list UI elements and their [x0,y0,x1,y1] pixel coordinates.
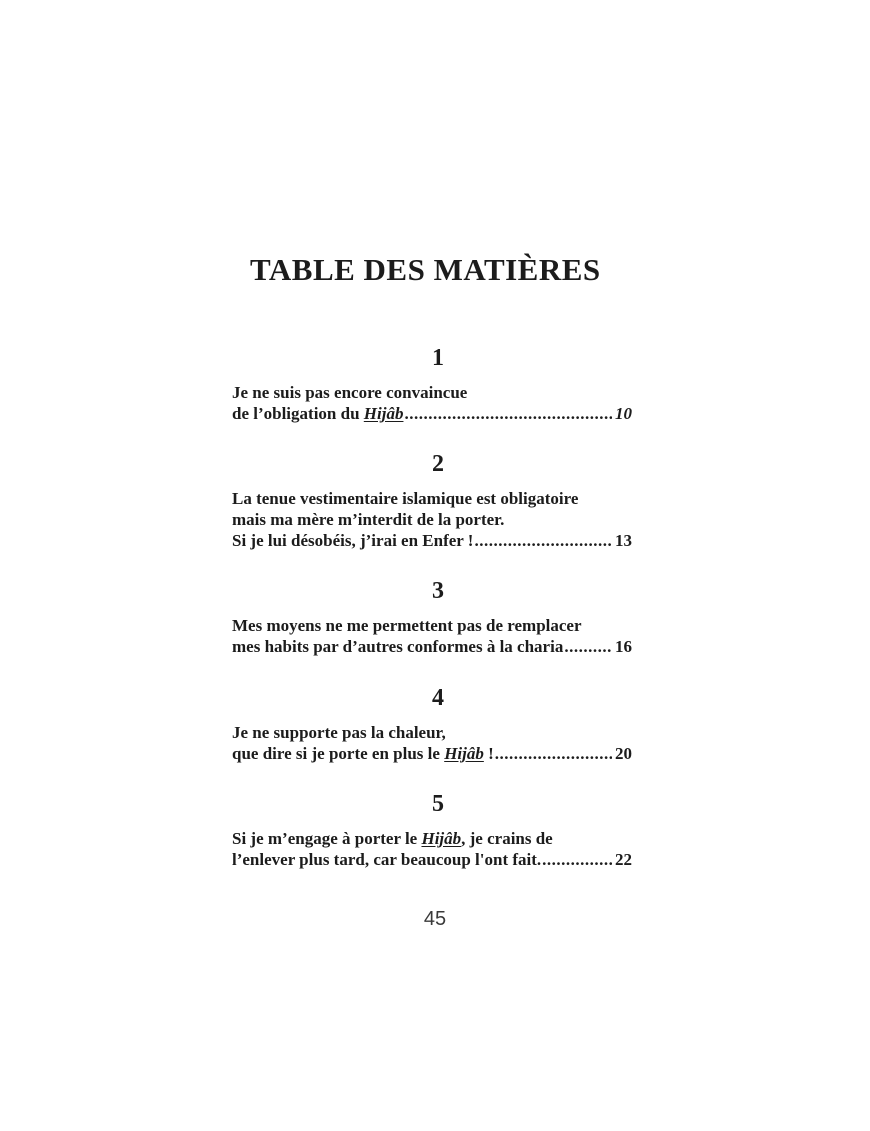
toc-entry-5[interactable] [232,790,632,870]
entry-title-text: de l’obligation du Hijâb [232,404,404,423]
page-reference: 20 [615,744,632,763]
hijab-term: Hijâb [421,829,462,848]
chapter-number: 1 [432,345,444,371]
entry-title-line [232,403,632,424]
leader-dots [542,849,612,870]
entry-title-line [232,636,632,657]
page-reference: 22 [615,850,632,869]
chapter-number: 2 [432,451,444,477]
hijab-term: Hijâb [363,404,404,423]
page-reference: 10 [615,404,632,423]
leader-dots [495,743,612,764]
entry-title-text: que dire si je porte en plus le Hijâb ! [232,744,494,763]
hijab-term: Hijâb [444,744,484,763]
page-title: TABLE DES MATIÈRES [250,252,601,287]
toc-entry-3[interactable] [232,577,632,657]
entry-title-line [232,849,632,870]
chapter-number: 4 [432,685,444,711]
entry-title-line: Je ne suis pas encore convaincue [232,383,468,402]
chapter-number: 3 [432,578,444,604]
toc-entry-2[interactable] [232,450,632,551]
leader-dots [564,636,612,657]
entry-title-line: Je ne supporte pas la chaleur, [232,723,446,742]
entry-title-text: Si je lui désobéis, j’irai en Enfer ! [232,531,474,550]
leader-dots [404,403,612,424]
page-reference: 16 [615,637,632,656]
entry-title-line: La tenue vestimentaire islamique est obligatoire [232,489,579,508]
entry-title-line [232,530,632,551]
entry-title-line: Mes moyens ne me permettent pas de remplacer [232,616,582,635]
entry-title-text: mes habits par d’autres conformes à la charia [232,637,564,656]
chapter-number: 5 [432,791,444,817]
entry-title-line: Si je m’engage à porter le Hijâb, je crains de [232,829,553,848]
entry-title-line: mais ma mère m’interdit de la porter. [232,510,505,529]
toc-entry-1[interactable] [232,344,632,424]
toc-entry-4[interactable] [232,684,632,764]
leader-dots [474,530,612,551]
page-reference: 13 [615,531,632,550]
entry-title-text: l’enlever plus tard, car beaucoup l'ont fait. [232,850,542,869]
page-number: 45 [423,908,447,930]
entry-title-line [232,743,632,764]
